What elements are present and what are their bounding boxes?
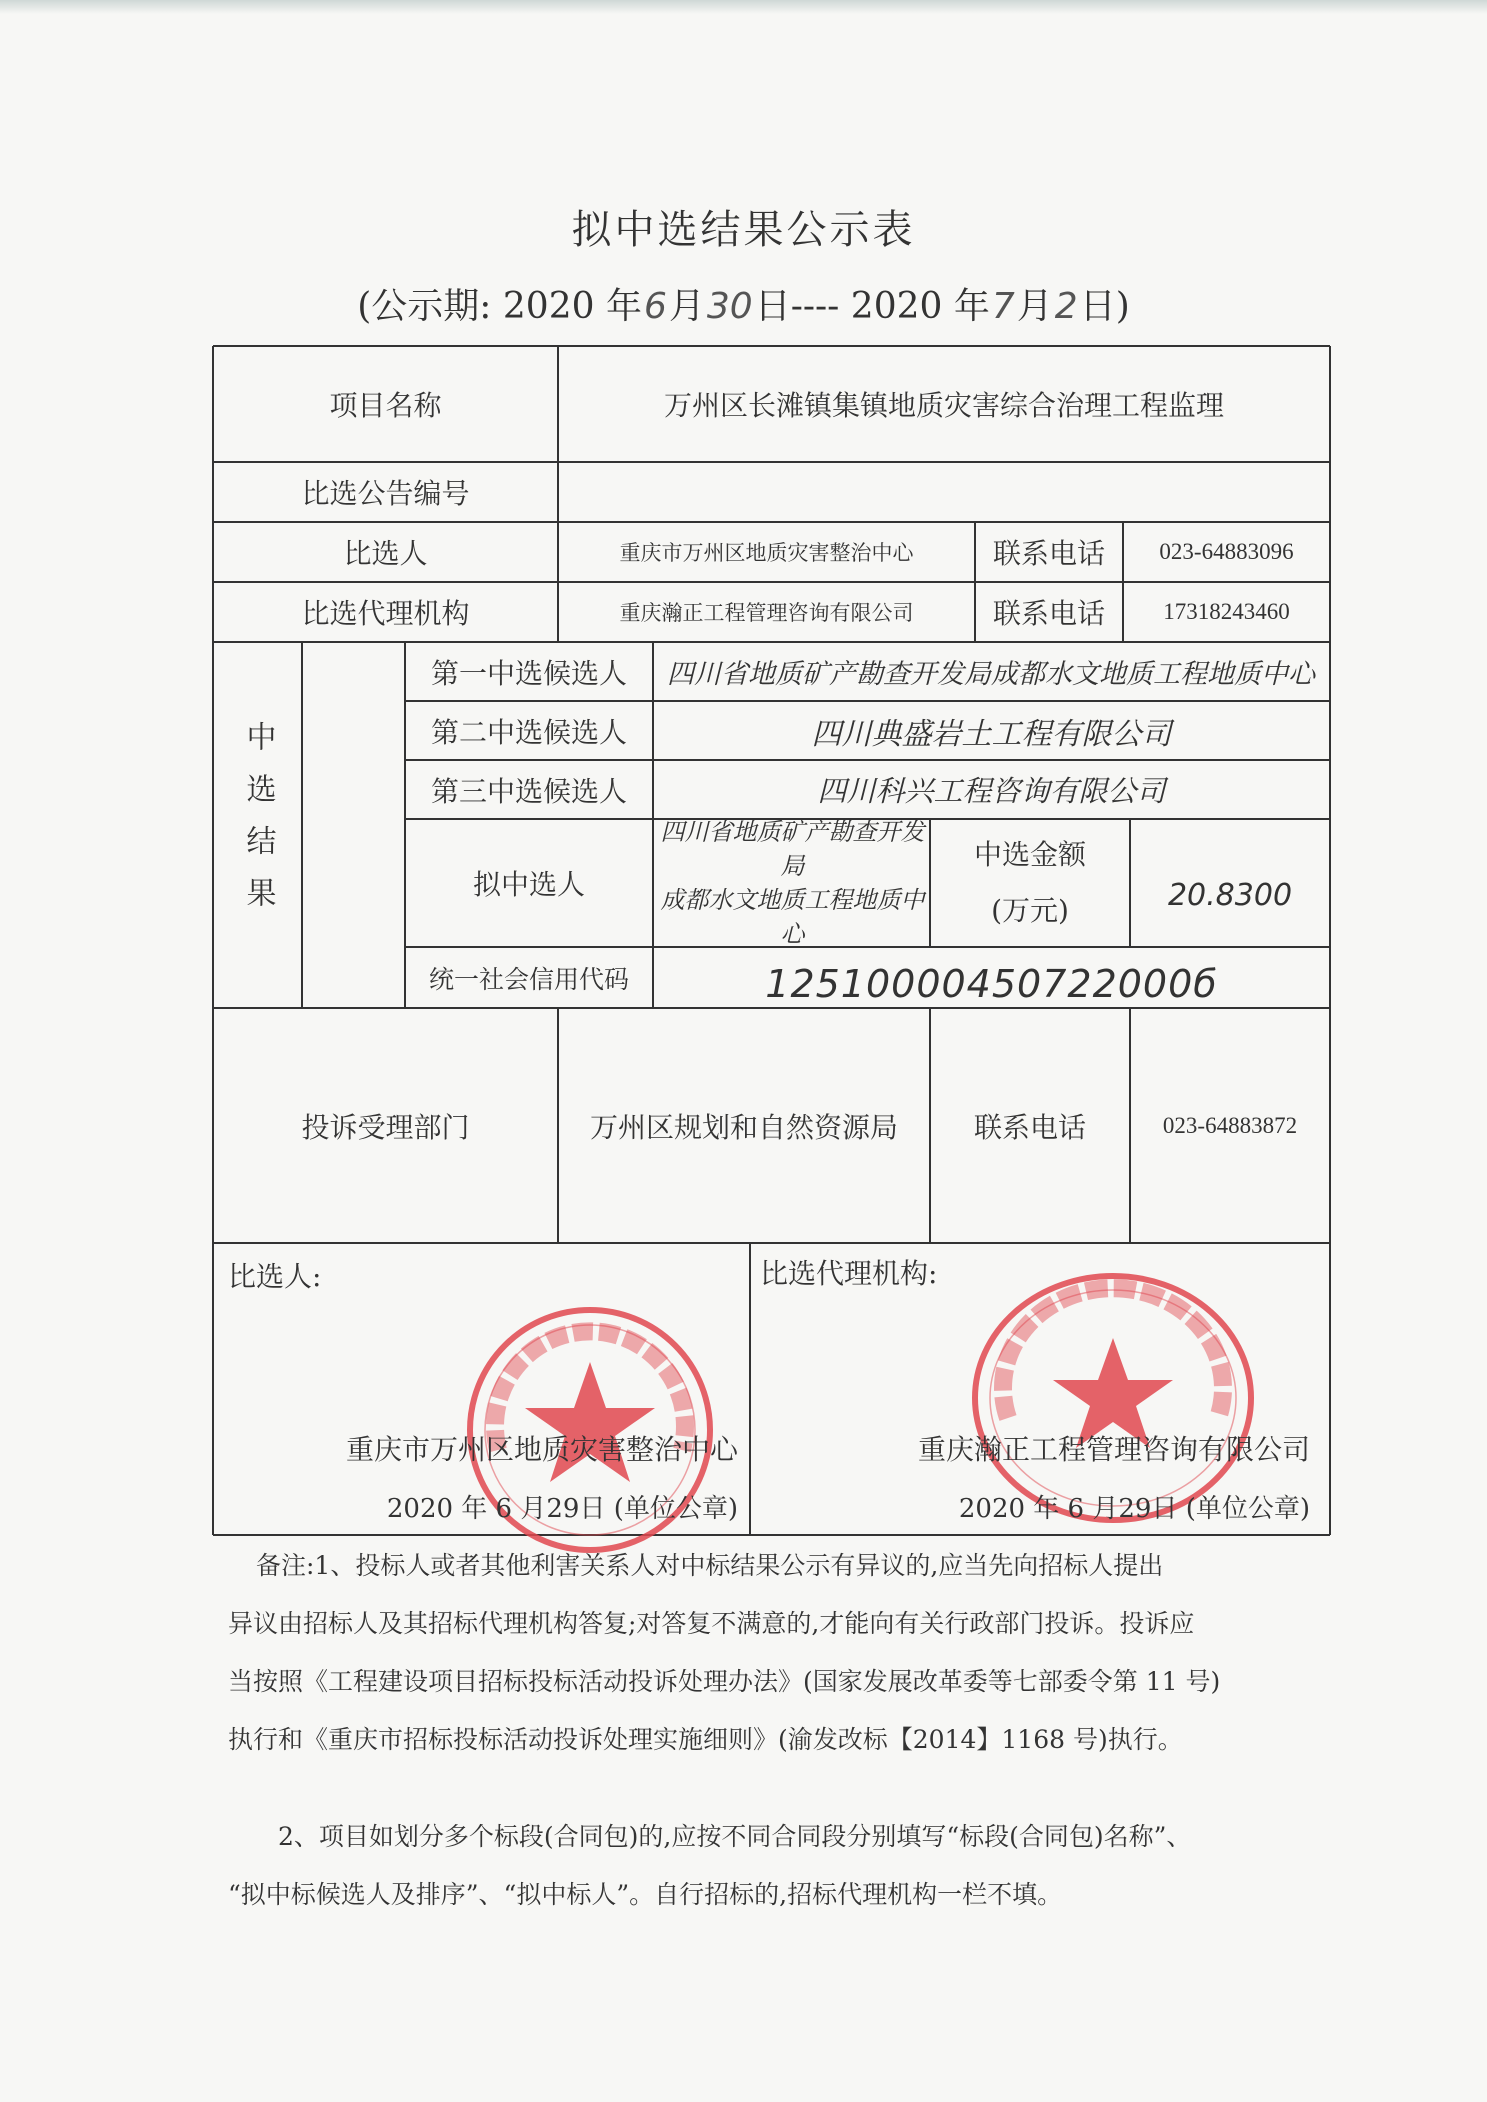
notice-number-label: 比选公告编号 <box>301 477 470 510</box>
note-line-2: 异议由招标人及其招标代理机构答复;对答复不满意的,才能向有关行政部门投诉。投诉应 <box>228 1609 1195 1638</box>
agent-phone-label: 联系电话 <box>992 597 1105 630</box>
complaint-phone-label: 联系电话 <box>973 1110 1086 1144</box>
agent-sign-heading: 比选代理机构: <box>760 1257 938 1290</box>
candidate-1-value: 四川省地质矿产勘查开发局成都水文地质工程地质中心 <box>667 659 1315 690</box>
candidate-1-label: 第一中选候选人 <box>430 656 627 690</box>
agent-label: 比选代理机构 <box>301 597 470 630</box>
note-line-4: 执行和《重庆市招标投标活动投诉处理实施细则》(渝发改标【2014】1168 号)执行。 <box>228 1725 1183 1754</box>
result-section-label: 中选结果 <box>240 721 276 929</box>
page-title: 拟中选结果公示表 <box>571 207 916 253</box>
period-month-char-2: 月 <box>1016 286 1053 327</box>
complaint-dept-value: 万州区规划和自然资源局 <box>589 1110 898 1144</box>
period-suffix: 日) <box>1079 286 1130 327</box>
agent-sign-date: 2020 年 6 月29日 (单位公章) <box>958 1493 1310 1524</box>
note-line-6: “拟中标候选人及排序”、“拟中标人”。自行招标的,招标代理机构一栏不填。 <box>228 1880 1063 1909</box>
period-month-start: 6 <box>643 286 667 327</box>
project-name-value: 万州区长滩镇集镇地质灾害综合治理工程监理 <box>663 389 1224 422</box>
period-prefix: (公示期: 2020 年 <box>357 286 642 327</box>
selector-sign-org: 重庆市万州区地质灾害整治中心 <box>345 1433 738 1466</box>
complaint-dept-label: 投诉受理部门 <box>301 1110 470 1144</box>
candidate-3-label: 第三中选候选人 <box>430 774 627 808</box>
selector-phone-label: 联系电话 <box>992 537 1105 570</box>
winner-label: 拟中选人 <box>472 868 585 901</box>
candidate-3-value: 四川科兴工程咨询有限公司 <box>817 774 1166 808</box>
candidate-2-value: 四川典盛岩土工程有限公司 <box>811 716 1172 752</box>
selector-sign-heading: 比选人: <box>228 1260 322 1293</box>
selector-phone-value: 023-64883096 <box>1159 539 1294 564</box>
selector-sign-date: 2020 年 6 月29日 (单位公章) <box>386 1493 738 1524</box>
scan-edge <box>0 0 1487 14</box>
project-name-label: 项目名称 <box>329 389 442 422</box>
selector-value: 重庆市万州区地质灾害整治中心 <box>619 541 914 565</box>
period-month-end: 7 <box>991 286 1015 327</box>
winner-line-1: 四川省地质矿产勘查开发局 <box>660 818 925 880</box>
agent-sign-org: 重庆瀚正工程管理咨询有限公司 <box>917 1433 1310 1466</box>
period-month-char: 月 <box>668 286 705 327</box>
agent-phone-value: 17318243460 <box>1163 599 1290 624</box>
candidate-2-label: 第二中选候选人 <box>430 715 627 749</box>
credit-code-label: 统一社会信用代码 <box>428 964 629 994</box>
winner-value <box>653 819 930 947</box>
amount-value: 20.8300 <box>1167 877 1293 913</box>
note-line-1: 备注:1、投标人或者其他利害关系人对中标结果公示有异议的,应当先向招标人提出 <box>256 1551 1164 1580</box>
note-line-3: 当按照《工程建设项目招标投标活动投诉处理办法》(国家发展改革委等七部委令第 11 号) <box>228 1667 1221 1696</box>
complaint-phone-value: 023-64883872 <box>1162 1112 1298 1138</box>
publicity-period <box>0 278 1487 329</box>
period-day-end: 2 <box>1054 286 1078 327</box>
selector-label: 比选人 <box>343 537 428 570</box>
amount-label <box>930 819 1130 947</box>
period-day-start: 30 <box>706 286 753 327</box>
notice-number-value <box>558 462 1330 522</box>
credit-code-value: 12510000450722000б <box>765 961 1218 1006</box>
note-line-5: 2、项目如划分多个标段(合同包)的,应按不同合同段分别填写“标段(合同包)名称”、 <box>278 1822 1192 1851</box>
winner-line-2: 成都水文地质工程地质中心 <box>660 886 925 948</box>
agent-value: 重庆瀚正工程管理咨询有限公司 <box>619 601 914 625</box>
amount-label-line-2: (万元) <box>991 894 1069 927</box>
period-middle: 日---- 2020 年 <box>754 286 990 327</box>
amount-label-line-1: 中选金额 <box>973 838 1086 871</box>
